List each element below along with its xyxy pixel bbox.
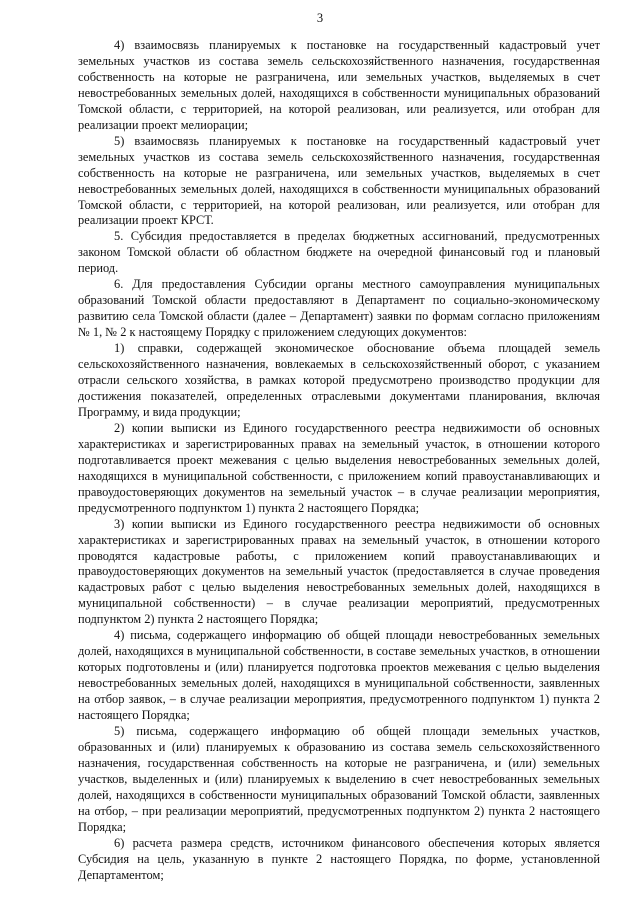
paragraph-doc-6-calculation: 6) расчета размера средств, источником финансового обеспечения которых является Субсидия на цель, указанную в пункте 2 настоящего Порядка, по форме, установленной Департаментом; <box>78 835 600 882</box>
paragraph-doc-2-registry-extract: 2) копии выписки из Единого государственного реестра недвижимости об основных характеристиках и зарегистрированных правах на земельный участок, в отношении которого подготавливается проект межевания с целью выделения невостребованных земельных долей, находящихся в муниципальной собственности, с приложением копий правоустанавливающих и правоудостоверяющих документов на земельный участок – в случае реализации мероприятия, предусмотренного подпунктом 1) пункта 2 настоящего Порядка; <box>78 420 600 515</box>
paragraph-item-4-mutual-link: 4) взаимосвязь планируемых к постановке на государственный кадастровый учет земельных участков из состава земель сельскохозяйственного назначения, государственная собственность на которые не разграничена, или земельных участков, выделяемых в счет невостребованных земельных долей, находящихся в собственности муниципальных образований Томской области, с территорией, на которой реализован, или реализуется, или отобран для реализации проект мелиорации; <box>78 38 600 132</box>
paragraph-clause-6-application: 6. Для предоставления Субсидии органы местного самоуправления муниципальных образований Томской области предоставляют в Департамент по социально-экономическому развитию села Томской области (далее – Департамент) заявки по формам согласно приложениям № 1, № 2 к настоящему Порядку с приложением следующих документов: <box>78 277 600 340</box>
paragraph-clause-5-subsidy-limits: 5. Субсидия предоставляется в пределах бюджетных ассигнований, предусмотренных законом Томской области об областном бюджете на очередной финансовый год и плановый период. <box>78 229 600 276</box>
paragraph-doc-3-registry-extract: 3) копии выписки из Единого государственного реестра недвижимости об основных характеристиках и зарегистрированных правах на земельный участок, в отношении которого проводятся кадастровые работы, с приложением копий правоустанавливающих и правоудостоверяющих документов на земельный участок (предоставляется в случае проведения кадастровых работ с целью выделения невостребованных земельных долей, находящихся в муниципальной собственности) – в случае реализации мероприятий, предусмотренных подпунктом 2) пункта 2 настоящего Порядка; <box>78 516 600 627</box>
page-number: 3 <box>316 11 324 25</box>
paragraph-doc-1-certificate: 1) справки, содержащей экономическое обоснование объема площадей земель сельскохозяйственного назначения, вовлекаемых в сельскохозяйственный оборот, с указанием отрасли сельского хозяйства, в рамках которой предусмотрено производство продукции для достижения показателей, определенных отраслевыми документами планирования, включая Программу, и вида продукции; <box>78 341 600 419</box>
paragraph-doc-5-letter: 5) письма, содержащего информацию об общей площади земельных участков, образованных и (или) планируемых к образованию из состава земель сельскохозяйственного назначения, государственная собственность на которые не разграничена, и (или) земельных участков, выделенных и (или) планируемых к выделению в счет невостребованных земельных долей, находящихся в собственности муниципальных образований Томской области, заявленных на отбор, – при реализации мероприятий, предусмотренных подпунктом 2) пункта 2 настоящего Порядка; <box>78 723 600 834</box>
paragraph-doc-4-letter: 4) письма, содержащего информацию об общей площади невостребованных земельных долей, находящихся в муниципальной собственности, в составе земельных участков, в отношении которых подготовлены и (или) планируется подготовка проектов межевания с целью выделения невостребованных земельных долей, находящихся в муниципальной собственности, заявленных на отбор заявок, – в случае реализации мероприятия, предусмотренного подпунктом 1) пункта 2 настоящего Порядка; <box>78 628 600 723</box>
paragraph-item-5-mutual-link: 5) взаимосвязь планируемых к постановке на государственный кадастровый учет земельных участков из состава земель сельскохозяйственного назначения, государственная собственность на которые не разграничена, или земельных участков, выделяемых в счет невостребованных земельных долей, находящихся в собственности муниципальных образований Томской области, с территорией, на которой реализован, или реализуется, или отобран для реализации проект КРСТ. <box>78 133 600 228</box>
document-body <box>78 38 600 884</box>
